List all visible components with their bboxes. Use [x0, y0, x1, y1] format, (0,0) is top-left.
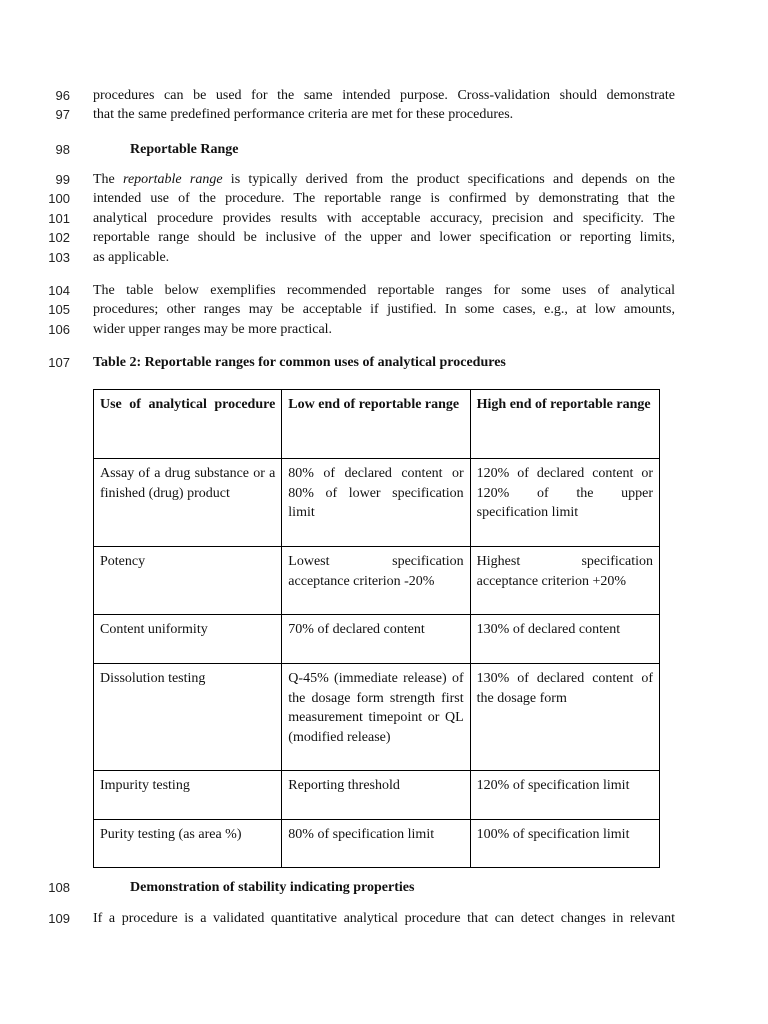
- line-number: 97: [55, 107, 70, 122]
- body-text-line: analytical procedure provides results with acceptable accuracy, precision and specificity. The: [93, 211, 675, 226]
- table-cell: Highest specification acceptance criterion +20%: [470, 547, 659, 615]
- table-cell: Impurity testing: [94, 771, 282, 820]
- table-header-row: [94, 390, 660, 459]
- body-text-line: as applicable.: [93, 250, 170, 265]
- line-number: 98: [55, 142, 70, 157]
- body-text-line: intended use of the procedure. The reportable range is confirmed by demonstrating that the: [93, 191, 675, 206]
- body-text-line: reportable range should be inclusive of the upper and lower specification or reporting limits,: [93, 230, 675, 245]
- body-text-line: If a procedure is a validated quantitative analytical procedure that can detect changes in relevant: [93, 911, 675, 926]
- table-cell: Purity testing (as area %): [94, 820, 282, 868]
- line-number: 105: [48, 302, 70, 317]
- body-text-line: procedures; other ranges may be acceptable if justified. In some cases, e.g., at low amounts,: [93, 302, 675, 317]
- body-text-line: wider upper ranges may be more practical.: [93, 322, 333, 337]
- table-caption: Table 2: Reportable ranges for common uses of analytical procedures: [93, 355, 506, 370]
- table-cell: Reporting threshold: [282, 771, 470, 820]
- section-heading: Demonstration of stability indicating properties: [130, 880, 415, 895]
- table-row: [94, 771, 660, 820]
- table-row: [94, 547, 660, 615]
- table-cell: 80% of declared content or 80% of lower specification limit: [282, 459, 470, 547]
- line-number: 99: [55, 172, 70, 187]
- table-cell: Dissolution testing: [94, 664, 282, 771]
- section-heading: Reportable Range: [130, 142, 239, 157]
- line-number: 109: [48, 911, 70, 926]
- table-row: [94, 459, 660, 547]
- table-cell: Content uniformity: [94, 615, 282, 664]
- body-text-line: The table below exemplifies recommended reportable ranges for some uses of analytical: [93, 283, 675, 298]
- line-number: 96: [55, 88, 70, 103]
- table-row: [94, 664, 660, 771]
- table-header-cell: High end of reportable range: [470, 390, 659, 459]
- table-row: [94, 615, 660, 664]
- table-header-cell: Low end of reportable range: [282, 390, 470, 459]
- table-cell: Q-45% (immediate release) of the dosage form strength first measurement timepoint or QL (modified release): [282, 664, 470, 771]
- line-number: 106: [48, 322, 70, 337]
- line-number: 102: [48, 230, 70, 245]
- table-cell: 120% of declared content or 120% of the upper specification limit: [470, 459, 659, 547]
- line-number: 100: [48, 191, 70, 206]
- line-number: 104: [48, 283, 70, 298]
- table-cell: Potency: [94, 547, 282, 615]
- table-cell: 70% of declared content: [282, 615, 470, 664]
- table-header-cell: Use of analytical procedure: [94, 390, 282, 459]
- line-number: 101: [48, 211, 70, 226]
- table-row: [94, 820, 660, 868]
- reportable-range-table: [93, 389, 660, 868]
- line-number: 103: [48, 250, 70, 265]
- table-cell: 130% of declared content of the dosage form: [470, 664, 659, 771]
- table-cell: Lowest specification acceptance criterion -20%: [282, 547, 470, 615]
- table-cell: Assay of a drug substance or a finished (drug) product: [94, 459, 282, 547]
- body-text-line: The reportable range is typically derived from the product specifications and depends on the: [93, 172, 675, 187]
- table-cell: 120% of specification limit: [470, 771, 659, 820]
- emphasis-term: reportable range: [123, 172, 223, 187]
- table-cell: 80% of specification limit: [282, 820, 470, 868]
- table-cell: 100% of specification limit: [470, 820, 659, 868]
- line-number: 108: [48, 880, 70, 895]
- body-text-line: procedures can be used for the same intended purpose. Cross-validation should demonstrate: [93, 88, 675, 103]
- table-cell: 130% of declared content: [470, 615, 659, 664]
- line-number: 107: [48, 355, 70, 370]
- body-text-line: that the same predefined performance criteria are met for these procedures.: [93, 107, 514, 122]
